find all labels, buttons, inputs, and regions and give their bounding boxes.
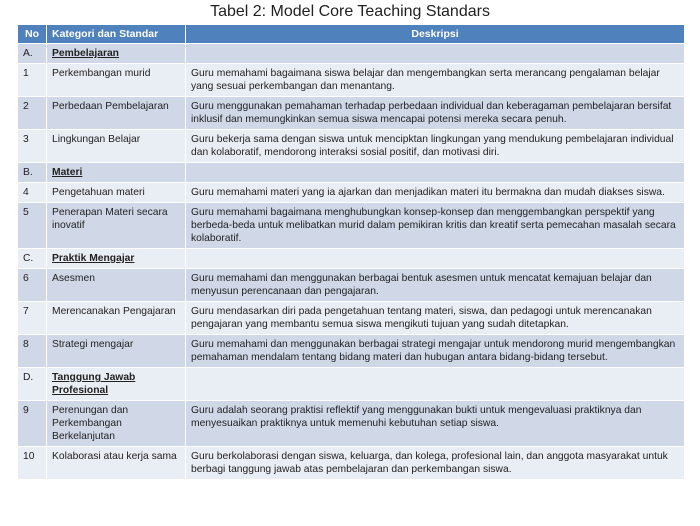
table-row: [18, 203, 685, 249]
standards-table: [17, 24, 685, 480]
header-no: No: [18, 25, 47, 44]
cell-deskripsi: [186, 368, 685, 401]
cell-deskripsi: Guru memahami bagaimana menghubungkan konsep-konsep dan menggembangkan perspektif yang berbeda-beda untuk melibatkan murid dalam pemikiran kritis dan kreatif serta pemecahan masalah secara kolaboratif.: [186, 203, 685, 249]
cell-deskripsi: Guru menggunakan pemahaman terhadap perbedaan individual dan keberagaman pembelajaran bersifat inklusif dan memungkinkan semua siswa mencapai potensi mereka secara penuh.: [186, 97, 685, 130]
cell-kategori: Kolaborasi atau kerja sama: [47, 447, 186, 480]
table-row: [18, 183, 685, 203]
cell-deskripsi: Guru memahami bagaimana siswa belajar dan mengembangkan serta merancang pengalaman belajar yang sesuai perkembangan dan menantang.: [186, 64, 685, 97]
cell-kategori: Pembelajaran: [47, 44, 186, 64]
cell-kategori: Penerapan Materi secara inovatif: [47, 203, 186, 249]
cell-no: 1: [18, 64, 47, 97]
table-row: [18, 269, 685, 302]
table-body: [18, 44, 685, 480]
cell-kategori: Merencanakan Pengajaran: [47, 302, 186, 335]
cell-no: 8: [18, 335, 47, 368]
section-row: [18, 44, 685, 64]
cell-no: 4: [18, 183, 47, 203]
cell-no: 7: [18, 302, 47, 335]
section-row: [18, 368, 685, 401]
cell-no: C.: [18, 249, 47, 269]
cell-no: 9: [18, 401, 47, 447]
cell-kategori: Perbedaan Pembelajaran: [47, 97, 186, 130]
cell-no: 5: [18, 203, 47, 249]
cell-kategori: Praktik Mengajar: [47, 249, 186, 269]
cell-deskripsi: Guru berkolaborasi dengan siswa, keluarga, dan kolega, profesional lain, dan anggota masyarakat untuk berbagi tanggung jawab atas pembelajaran dan perkembangan siswa.: [186, 447, 685, 480]
cell-kategori: Materi: [47, 163, 186, 183]
section-row: [18, 249, 685, 269]
cell-deskripsi: Guru mendasarkan diri pada pengetahuan tentang materi, siswa, dan pedagogi untuk merencanakan pengajaran yang membantu semua siswa mengikuti tujuan yang sudah ditetapkan.: [186, 302, 685, 335]
cell-kategori: Asesmen: [47, 269, 186, 302]
table-row: [18, 302, 685, 335]
cell-no: 3: [18, 130, 47, 163]
cell-deskripsi: Guru adalah seorang praktisi reflektif yang menggunakan bukti untuk mengevaluasi praktiknya dan menyesuaikan praktiknya untuk memenuhi kebutuhan setiap siswa.: [186, 401, 685, 447]
cell-deskripsi: Guru memahami dan menggunakan berbagai strategi mengajar untuk mendorong murid mengembangkan pemahaman mendalam tentang bidang materi dan hubugan antara bidang-bidang tersebut.: [186, 335, 685, 368]
table-row: [18, 130, 685, 163]
table-row: [18, 335, 685, 368]
table-row: [18, 64, 685, 97]
page-title: Tabel 2: Model Core Teaching Standars: [210, 3, 490, 20]
cell-kategori: Perenungan dan Perkembangan Berkelanjutan: [47, 401, 186, 447]
cell-no: A.: [18, 44, 47, 64]
table-row: [18, 447, 685, 480]
cell-no: D.: [18, 368, 47, 401]
section-row: [18, 163, 685, 183]
cell-deskripsi: Guru bekerja sama dengan siswa untuk mencipktan lingkungan yang mendukung pembelajaran individual dan kolaboratif, mendorong interaksi sosial positif, dan motivasi diri.: [186, 130, 685, 163]
header-kategori: Kategori dan Standar: [47, 25, 186, 44]
cell-deskripsi: Guru memahami materi yang ia ajarkan dan menjadikan materi itu bermakna dan mudah diakses siswa.: [186, 183, 685, 203]
cell-kategori: Tanggung Jawab Profesional: [47, 368, 186, 401]
table-header-row: [18, 25, 685, 44]
cell-kategori: Strategi mengajar: [47, 335, 186, 368]
cell-deskripsi: [186, 249, 685, 269]
cell-deskripsi: Guru memahami dan menggunakan berbagai bentuk asesmen untuk mencatat kemajuan belajar dan menyusun perencanaan dan pengajaran.: [186, 269, 685, 302]
cell-deskripsi: [186, 163, 685, 183]
cell-kategori: Pengetahuan materi: [47, 183, 186, 203]
cell-deskripsi: [186, 44, 685, 64]
cell-no: 2: [18, 97, 47, 130]
header-deskripsi: Deskripsi: [186, 25, 685, 44]
cell-kategori: Perkembangan murid: [47, 64, 186, 97]
table-row: [18, 97, 685, 130]
cell-no: B.: [18, 163, 47, 183]
cell-no: 6: [18, 269, 47, 302]
table-row: [18, 401, 685, 447]
cell-no: 10: [18, 447, 47, 480]
cell-kategori: Lingkungan Belajar: [47, 130, 186, 163]
